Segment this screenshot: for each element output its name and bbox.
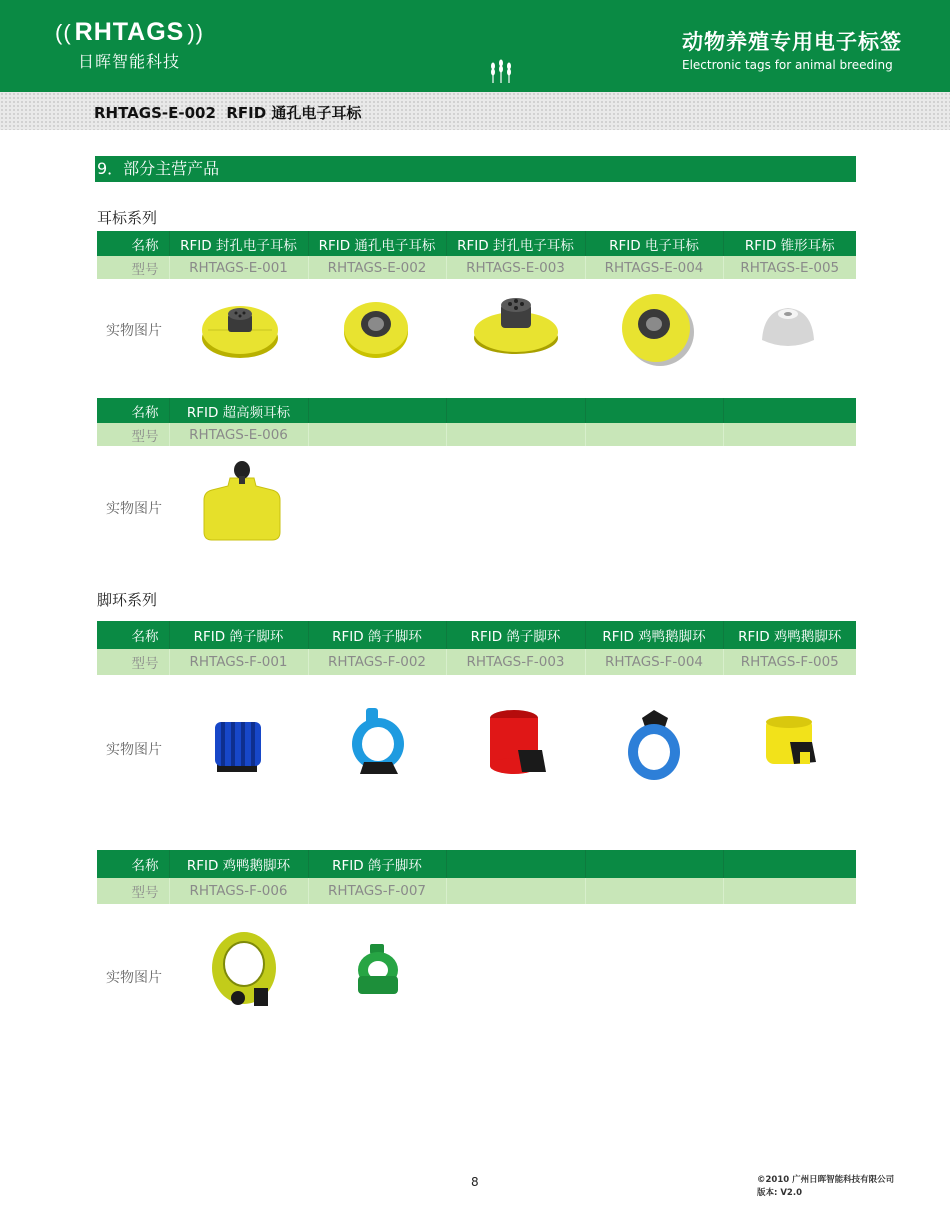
tagline-en: Electronic tags for animal breeding — [682, 58, 893, 72]
pigeon-ring-blue-image — [205, 712, 271, 778]
product-model: RHTAGS-E-003 — [446, 256, 585, 279]
tagline-cn: 动物养殖专用电子标签 — [682, 30, 902, 54]
foot-series-title: 脚环系列 — [97, 591, 158, 609]
model-label: 型号 — [97, 423, 169, 446]
page-header — [0, 0, 950, 92]
product-model: RHTAGS-F-005 — [723, 649, 856, 675]
chicken-ring-lime-image — [208, 928, 280, 1012]
name-row — [97, 398, 856, 423]
product-name: RFID 电子耳标 — [585, 231, 723, 256]
pigeon-ring-red-image — [484, 706, 550, 776]
wheat-icon — [487, 58, 515, 90]
photo-label: 实物图片 — [106, 970, 162, 986]
footer-copyright-block — [757, 1174, 894, 1200]
name-label: 名称 — [97, 398, 169, 423]
product-model: RHTAGS-F-007 — [308, 878, 446, 904]
model-row — [97, 649, 856, 675]
company-logo — [52, 18, 207, 72]
ear-tag-electronic-image — [618, 290, 698, 368]
product-name: RFID 封孔电子耳标 — [446, 231, 585, 256]
product-name: RFID 鸽子脚环 — [169, 621, 308, 649]
product-model: RHTAGS-E-004 — [585, 256, 723, 279]
product-name: RFID 鸡鸭鹅脚环 — [723, 621, 856, 649]
name-row — [97, 231, 856, 256]
model-label: 型号 — [97, 649, 169, 675]
foot-table-2 — [97, 850, 856, 904]
name-label: 名称 — [97, 231, 169, 256]
header-tagline — [682, 26, 902, 72]
empty-cell — [585, 850, 723, 878]
copyright: ©2010 广州日晖智能科技有限公司 — [757, 1175, 895, 1185]
empty-cell — [446, 398, 585, 423]
product-model: RHTAGS-E-001 — [169, 256, 308, 279]
chicken-ring-yellow-image — [760, 712, 822, 774]
model-row — [97, 423, 856, 446]
product-name: RFID 超高频耳标 — [169, 398, 308, 423]
foot-table-1 — [97, 621, 856, 675]
empty-cell — [446, 850, 585, 878]
product-model: RHTAGS-E-006 — [169, 423, 308, 446]
logo-subtitle: 日晖智能科技 — [78, 52, 181, 71]
product-model: RHTAGS-F-006 — [169, 878, 308, 904]
ear-tag-cone-image — [758, 300, 818, 352]
empty-cell — [446, 878, 585, 904]
empty-cell — [585, 878, 723, 904]
empty-cell — [723, 878, 856, 904]
ear-tag-uhf-image — [200, 458, 284, 542]
product-model: RHTAGS-E-005 — [723, 256, 856, 279]
logo-text: RHTAGS — [74, 18, 185, 46]
product-name: RFID 锥形耳标 — [723, 231, 856, 256]
product-name: RFID 鸡鸭鹅脚环 — [169, 850, 308, 878]
empty-cell — [723, 398, 856, 423]
version: 版本: V2.0 — [757, 1188, 802, 1198]
empty-cell — [723, 423, 856, 446]
empty-cell — [308, 423, 446, 446]
empty-cell — [446, 423, 585, 446]
ear-tag-sealed-flat-image — [470, 292, 562, 358]
ear-tag-sealed-image — [198, 292, 282, 362]
ear-tag-through-hole-image — [340, 294, 412, 362]
name-row — [97, 621, 856, 649]
chicken-ring-blue-image — [624, 708, 684, 784]
model-label: 型号 — [97, 256, 169, 279]
product-name: RFID 鸽子脚环 — [446, 621, 585, 649]
document-title: RHTAGS-E-002 RFID 通孔电子耳标 — [94, 104, 362, 122]
ear-table-2 — [97, 398, 856, 446]
model-row — [97, 256, 856, 279]
rfid-wave-right-icon: )) — [187, 19, 205, 45]
empty-cell — [585, 423, 723, 446]
product-name: RFID 封孔电子耳标 — [169, 231, 308, 256]
photo-label: 实物图片 — [106, 742, 162, 758]
product-name: RFID 鸽子脚环 — [308, 850, 446, 878]
name-label: 名称 — [97, 621, 169, 649]
pigeon-ring-lightblue-image — [346, 704, 410, 778]
pigeon-ring-green-image — [354, 942, 402, 998]
photo-label: 实物图片 — [106, 501, 162, 517]
product-model: RHTAGS-F-002 — [308, 649, 446, 675]
page-number: 8 — [471, 1175, 479, 1189]
name-label: 名称 — [97, 850, 169, 878]
ear-table-1 — [97, 231, 856, 279]
model-label: 型号 — [97, 878, 169, 904]
product-name: RFID 鸡鸭鹅脚环 — [585, 621, 723, 649]
section-title: 9．部分主营产品 — [95, 156, 856, 182]
ear-series-title: 耳标系列 — [97, 209, 158, 227]
product-model: RHTAGS-F-004 — [585, 649, 723, 675]
product-model: RHTAGS-F-003 — [446, 649, 585, 675]
name-row — [97, 850, 856, 878]
empty-cell — [308, 398, 446, 423]
product-model: RHTAGS-E-002 — [308, 256, 446, 279]
rfid-wave-left-icon: (( — [55, 19, 72, 45]
empty-cell — [585, 398, 723, 423]
model-row — [97, 878, 856, 904]
photo-label: 实物图片 — [106, 323, 162, 339]
product-name: RFID 通孔电子耳标 — [308, 231, 446, 256]
empty-cell — [723, 850, 856, 878]
product-model: RHTAGS-F-001 — [169, 649, 308, 675]
product-name: RFID 鸽子脚环 — [308, 621, 446, 649]
